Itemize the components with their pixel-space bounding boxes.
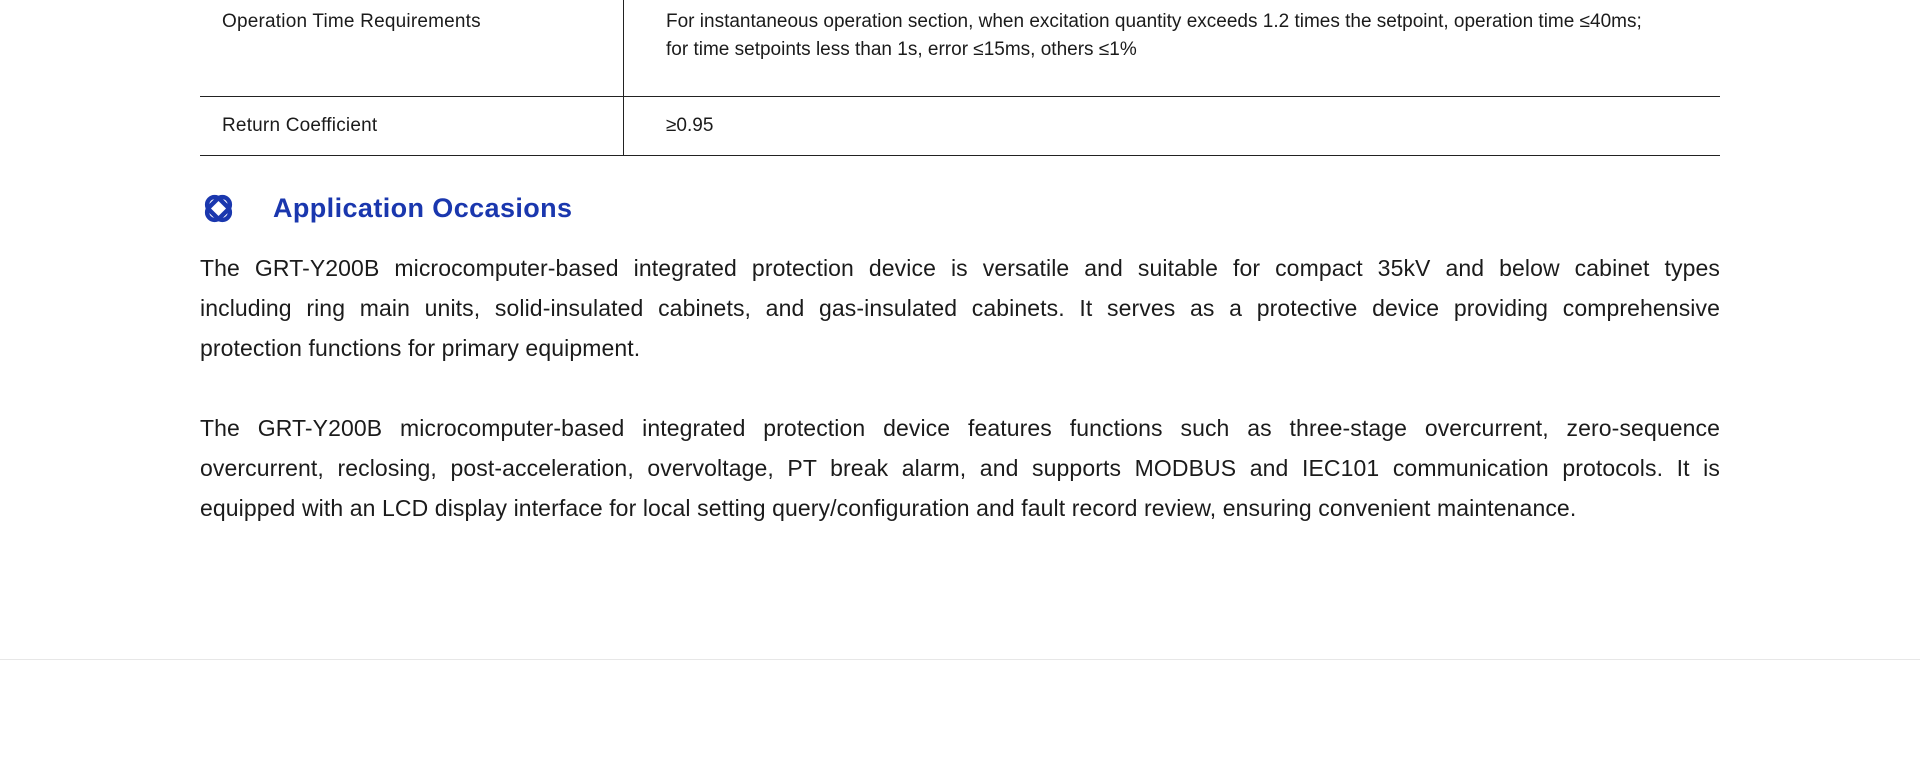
paragraph-line: protection functions for primary equipment. [200,335,641,361]
row-label-cell [200,97,623,155]
row-label-cell [200,0,623,96]
paragraph-line: The GRT-Y200B microcomputer-based integrated protection device features functions such as three-stage overcurrent, zero-sequence [200,415,1720,441]
paragraph-line: overcurrent, reclosing, post-acceleration, overvoltage, PT break alarm, and supports MODBUS and IEC101 communication protocols. It is [200,455,1720,481]
orbit-knot-icon [200,190,237,227]
row-value-line: For instantaneous operation section, when excitation quantity exceeds 1.2 times the setpoint, operation time ≤40ms; [666,11,1642,32]
paragraph-line: equipped with an LCD display interface for local setting query/configuration and fault record review, ensuring convenient maintenance. [200,495,1577,521]
page-content [200,0,1720,528]
paragraph-line: including ring main units, solid-insulated cabinets, and gas-insulated cabinets. It serves as a protective device providing comprehensive [200,295,1720,321]
section-header [200,189,1720,227]
section-title: Application Occasions [273,192,573,223]
paragraph-line: The GRT-Y200B microcomputer-based integrated protection device is versatile and suitable for compact 35kV and below cabinet types [200,255,1720,281]
row-label: Operation Time Requirements [222,11,481,32]
paragraphs [200,248,1720,528]
row-label: Return Coefficient [222,115,378,136]
row-value-line: ≥0.95 [666,115,714,136]
row-value-cell [623,0,1720,96]
row-value-line: for time setpoints less than 1s, error ≤15ms, others ≤1% [666,39,1137,60]
spec-table [200,0,1720,156]
body-paragraph [200,408,1720,528]
table-row [200,97,1720,156]
page-divider [0,659,1920,660]
row-value-cell [623,97,1720,155]
body-paragraph [200,248,1720,368]
table-row [200,0,1720,97]
